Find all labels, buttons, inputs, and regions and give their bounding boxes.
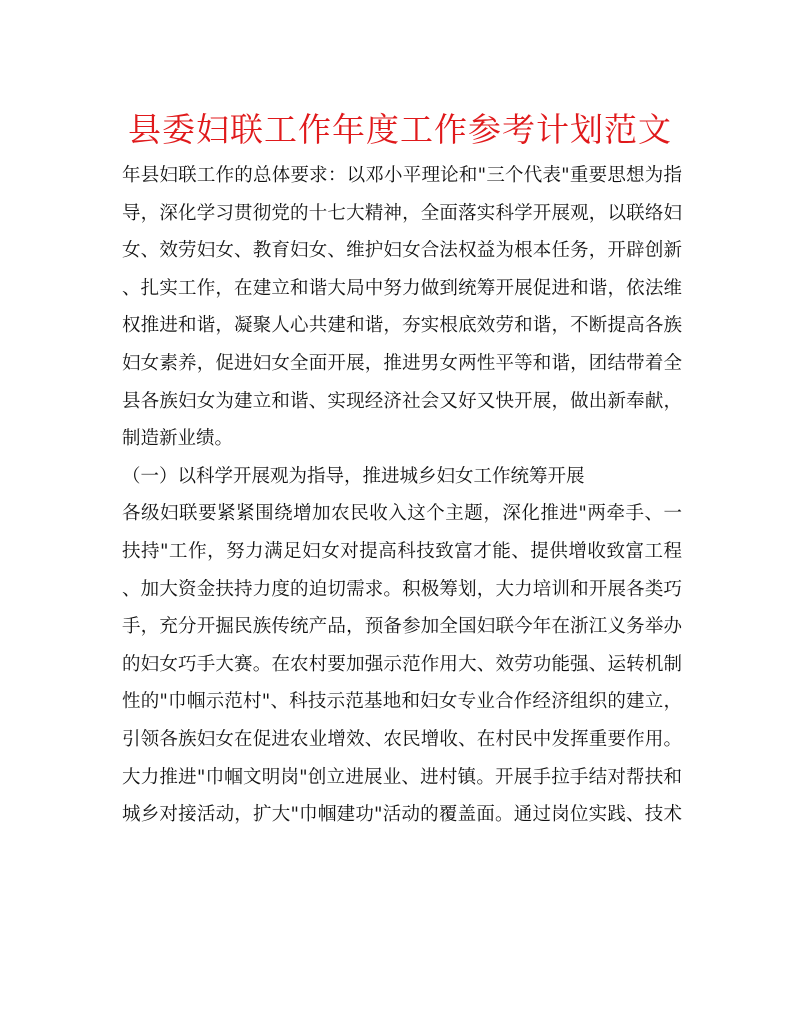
text-line: 、扎实工作，在建立和谐大局中努力做到统筹开展促进和谐，依法维 [122, 277, 682, 299]
text-line: 性的"巾帼示范村"、科技示范基地和妇女专业合作经济组织的建立， [122, 691, 682, 713]
text-line: 各级妇联要紧紧围绕增加农民收入这个主题，深化推进"两牵手、一 [122, 503, 682, 525]
text-line: 手，充分开掘民族传统产品，预备参加全国妇联今年在浙江义务举办 [122, 616, 682, 638]
text-line: 扶持"工作，努力满足妇女对提高科技致富才能、提供增收致富工程 [122, 540, 682, 562]
text-line: 、加大资金扶持力度的迫切需求。积极筹划，大力培训和开展各类巧 [122, 578, 682, 600]
section-heading: （一）以科学开展观为指导，推进城乡妇女工作统筹开展 [122, 465, 585, 487]
document-title: 县委妇联工作年度工作参考计划范文 [128, 110, 672, 149]
text-line: 的妇女巧手大赛。在农村要加强示范作用大、效劳功能强、运转机制 [122, 653, 682, 675]
text-line: 权推进和谐，凝聚人心共建和谐，夯实根底效劳和谐，不断提高各族 [122, 315, 682, 337]
text-line: 年县妇联工作的总体要求：以邓小平理论和"三个代表"重要思想为指 [122, 165, 682, 186]
text-line: 女、效劳妇女、教育妇女、维护妇女合法权益为根本任务，开辟创新 [122, 240, 682, 262]
text-line: 制造新业绩。 [122, 428, 234, 450]
text-line: 导，深化学习贯彻党的十七大精神，全面落实科学开展观，以联络妇 [122, 202, 682, 224]
text-line: 引领各族妇女在促进农业增效、农民增收、在村民中发挥重要作用。 [122, 728, 682, 750]
text-line: 县各族妇女为建立和谐、实现经济社会又好又快开展，做出新奉献， [122, 390, 682, 412]
text-line: 妇女素养，促进妇女全面开展，推进男女两性平等和谐，团结带着全 [122, 352, 682, 374]
text-line: 大力推进"巾帼文明岗"创立进展业、进村镇。开展手拉手结对帮扶和 [122, 766, 682, 788]
text-line: 城乡对接活动，扩大"巾帼建功"活动的覆盖面。通过岗位实践、技术 [122, 804, 682, 826]
document-body [122, 157, 682, 834]
